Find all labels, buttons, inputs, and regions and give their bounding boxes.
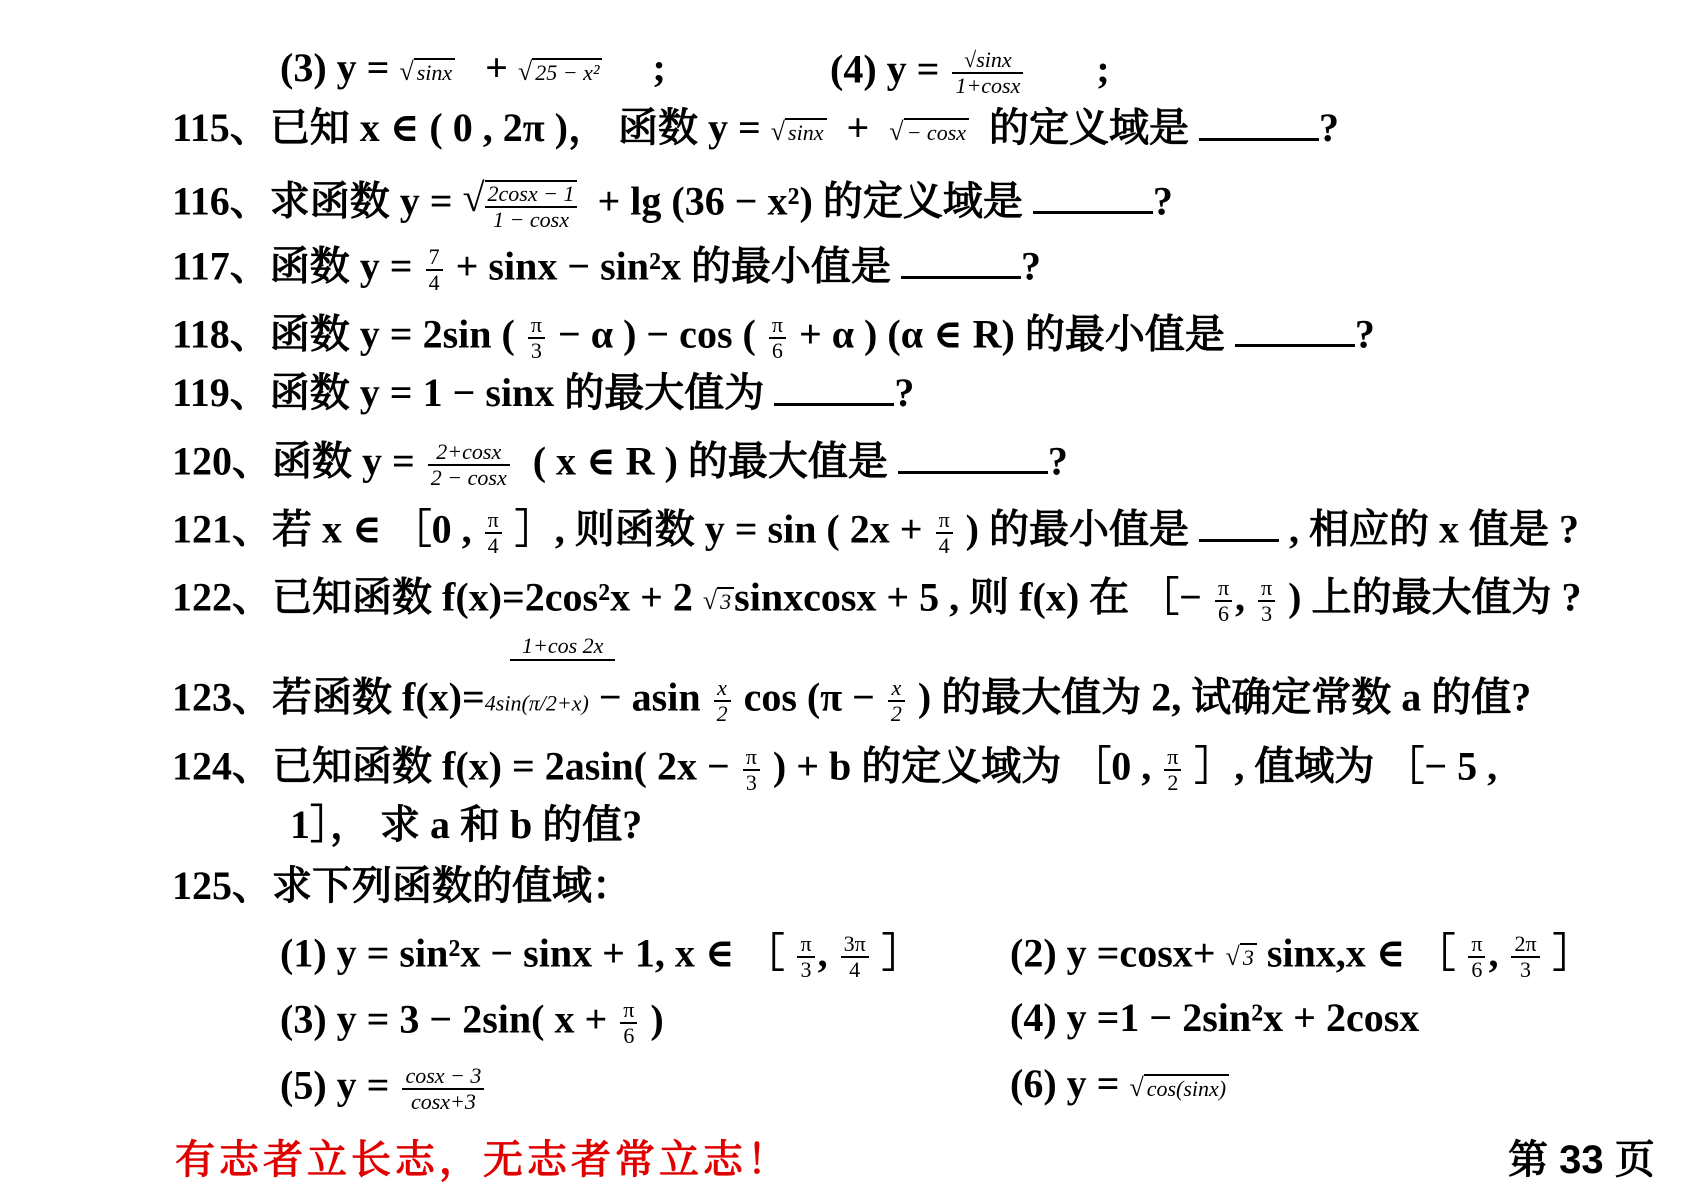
fraction-pi-3: $\frac{\pi}{3}$ [1258,576,1275,626]
fraction-pi-6: $\frac{\pi}{6}$ [620,998,637,1048]
question-number: 125、 [172,863,272,908]
question-125-part-2 [1010,932,1593,982]
answer-blank [1235,314,1355,347]
question-mid: sinxcosx + 5 , 则 f(x) 在 ［− [734,574,1202,620]
question-tail: ) 的最大值为 2, 试确定常数 a 的值? [917,674,1532,720]
question-mark: ? [1354,311,1375,357]
item-113-parts-3-4 [280,45,666,90]
answer-blank [1199,509,1279,542]
question-text: 若函数 f(x)= [272,674,485,720]
question-120 [172,440,1068,490]
sqrt-sinx: √ sinx [771,119,827,145]
fraction-pi-4: $\frac{\pi}{4}$ [936,508,953,558]
fraction-3pi-4: $\frac{3\pi}{4}$ [841,932,869,982]
question-text: 函数 y = [272,438,425,484]
answer-blank [1033,181,1153,214]
question-number: 117、 [172,243,270,289]
comma: , [1488,930,1499,976]
question-125 [172,863,632,908]
sqrt-fraction: √ $\frac{2\cos x - 1}{1 - \cos x}$ [463,178,578,232]
question-number: 121、 [172,506,272,552]
question-118 [172,313,1375,363]
fraction-7-4: $\frac{7}{4}$ [426,245,443,295]
fraction: $\frac{√\sin x}{1+\cos x}$ [952,48,1023,98]
question-124 [172,745,1497,795]
question-text: 函数 y = 1 − sinx 的最大值为 [269,370,765,415]
question-tail: + sinx − sin²x 的最小值是 [455,243,892,289]
question-number: 118、 [172,311,270,357]
part-3-label: (3) y = [280,45,400,90]
comma: , [1235,574,1246,620]
answer-blank [1199,108,1319,141]
question-text: 已知函数 f(x) = 2asin( 2x − [272,743,730,789]
question-mid: − α ) − cos ( [557,311,756,357]
question-number: 115、 [172,105,270,150]
question-text: 函数 y = 2sin ( [269,311,515,357]
fraction-pi-6: $\frac{\pi}{6}$ [1215,576,1232,626]
question-tail: ］, 值域为 ［− 5 , [1194,743,1498,789]
question-number: 120、 [172,438,272,484]
question-122 [172,576,1581,626]
part-text: (2) y =cosx+ [1010,930,1216,976]
plus-sign: + [485,45,508,90]
sqrt-neg-cosx: √ − cosx [889,119,969,145]
question-116 [172,175,1173,232]
plus-sign: + [846,105,870,150]
fraction-pi-3: $\frac{\pi}{3}$ [797,932,814,982]
fraction-x-2: $\frac{x}{2}$ [888,676,905,726]
question-mark: ? [1047,438,1068,484]
part-text: (6) y = [1010,1061,1130,1106]
part-4-label: (4) y = [830,46,940,92]
semicolon: ; [1096,46,1110,92]
question-tail: ( x ∈ R ) 的最大值是 [532,438,888,484]
fraction-2pi-3: $\frac{2\pi}{3}$ [1511,932,1539,982]
question-125-part-5 [280,1064,487,1114]
part-text-2: sinx,x ∈ ［ [1266,930,1456,976]
answer-blank [901,246,1021,279]
fraction-pi-3: $\frac{\pi}{3}$ [743,745,760,795]
question-number: 123、 [172,674,272,720]
question-mark: ? [894,370,915,415]
answer-blank [774,373,894,406]
question-125-part-1 [280,932,922,982]
question-119 [172,370,915,415]
sqrt-3: √ 3 [1226,944,1257,970]
question-tail: + α ) (α ∈ R) 的最小值是 [798,311,1225,357]
question-mid: ) + b 的定义域为 ［0 , [772,743,1152,789]
page-number: 第 33 页 [1508,1138,1655,1182]
question-mark: ? [1152,178,1173,224]
fraction-pi-3: $\frac{\pi}{3}$ [528,313,545,363]
question-number: 116、 [172,178,270,224]
question-text: 已知函数 f(x)=2cos²x + 2 [272,574,693,620]
question-tail: ) 上的最大值为 ? [1288,574,1582,620]
part-text: (1) y = sin²x − sinx + 1, x ∈ ［ [280,930,785,976]
sqrt-25-x2: √ 25 − x² [518,59,603,85]
question-123 [172,676,1531,726]
question-number: 124、 [172,743,272,789]
question-text: 求下列函数的值域： [272,863,632,908]
question-tail: ) 的最小值是 [965,506,1189,552]
question-text: 若 x ∈ ［0 , [272,506,472,552]
question-mid: ］, 则函数 y = sin ( 2x + [514,506,923,552]
fraction-pi-4: $\frac{\pi}{4}$ [485,508,502,558]
sqrt-sinx: √ sinx [399,59,455,85]
question-tail-2: , 相应的 x 值是 ? [1289,506,1579,552]
question-mark: ? [1021,243,1042,289]
bracket: ］ [881,930,922,976]
sqrt-cos-sinx: √ cos(sinx) [1129,1075,1229,1101]
question-tail: 的定义域是 [989,105,1190,150]
question-121 [172,508,1579,558]
fraction-denominator: 4sin(π/2+x) [484,690,589,716]
question-124-line-2: 1］， 求 a 和 b 的值? [290,802,643,847]
part-text: (3) y = 3 − 2sin( x + [280,996,608,1042]
comma: , [817,930,828,976]
question-125-part-6 [1010,1061,1229,1106]
question-125-part-4: (4) y =1 − 2sin²x + 2cosx [1010,995,1420,1040]
question-115 [172,105,1340,150]
fraction-pi-2: $\frac{\pi}{2}$ [1164,745,1181,795]
question-mid-2: cos (π − [743,674,875,720]
bracket: ］ [1552,930,1593,976]
fraction-pi-6: $\frac{\pi}{6}$ [769,313,786,363]
part-text: (5) y = [280,1062,400,1108]
semicolon: ; [652,45,666,90]
question-number: 122、 [172,574,272,620]
question-mark: ? [1319,105,1340,150]
fraction-pi-6: $\frac{\pi}{6}$ [1468,932,1485,982]
question-number: 119、 [172,370,270,415]
part-4 [830,48,1110,98]
question-text: 已知 x ∈ ( 0 , 2π )， 函数 y = [269,105,771,150]
question-tail: + lg (36 − x²) 的定义域是 [597,178,1023,224]
question-text: 求函数 y = [269,178,463,224]
fraction: $\frac{2+\cos x}{2 - \cos x}$ [428,440,510,490]
answer-blank [898,441,1048,474]
fraction-x-2: $\frac{x}{2}$ [714,676,731,726]
fraction: $\frac{\cos x - 3}{\cos x+3}$ [402,1064,484,1114]
sqrt-3: √ 3 [703,588,734,614]
question-125-part-3 [280,998,664,1048]
footer-motto: 有志者立长志，无志者常立志！ [175,1136,791,1183]
question-117 [172,245,1041,295]
paren: ) [650,996,664,1042]
question-text: 函数 y = [269,243,423,289]
fraction-numerator: 1+cos 2x [510,633,615,661]
question-mid: − asin [598,674,701,720]
